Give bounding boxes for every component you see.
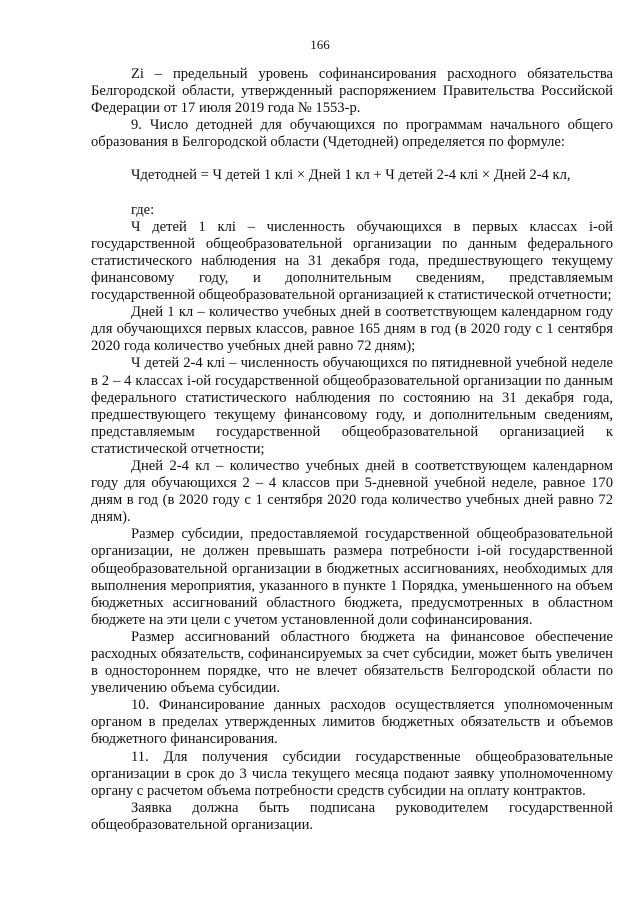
paragraph-where: где: (131, 201, 155, 218)
paragraph-children-grade2-4-definition: Ч детей 2-4 клi – численность обучающихся по пятидневной учебной неделе в 2 – 4 классах i-ой государственной общеобразовательной организации по данным федерального статистического наблюдения по состоянию на 31 декабря года, предшествующего текущему финансовому году, и дополнительным сведениям, представляемым государственной общеобразовательной организацией к статистической отчетности; (91, 355, 613, 457)
paragraph-zi-definition: Zi – предельный уровень софинансирования расходного обязательства Белгородской области, утвержденный распоряжением Правительства Российской Федерации от 17 июля 2019 года № 1553-р. (91, 66, 613, 117)
paragraph-appropriations-size: Размер ассигнований областного бюджета на финансовое обеспечение расходных обязательств, софинансируемых за счет субсидии, может быть увеличен в одностороннем порядке, что не влечет обязательств Белгородской области по увеличению объема субсидии. (91, 628, 613, 697)
paragraph-children-grade1-definition: Ч детей 1 клi – численность обучающихся в первых классах i-ой государственной общеобразовательной организации по данным федерального статистического наблюдения на 31 декабря года, предшествующего текущему финансовому году, и дополнительным сведениям, представляемым государственной общеобразовательной организацией к статистической отчетности; (91, 218, 613, 304)
paragraph-application-signature: Заявка должна быть подписана руководителем государственной общеобразовательной организации. (91, 799, 613, 833)
document-body (91, 66, 613, 834)
page-number: 166 (310, 37, 330, 52)
paragraph-days-grade1-definition: Дней 1 кл – количество учебных дней в соответствующем календарном году для обучающихся первых классов, равное 165 дням в год (в 2020 году с 1 сентября 2020 года количество учебных дней равно 72 дням); (91, 304, 613, 355)
paragraph-item-11: 11. Для получения субсидии государственные общеобразовательные организации в срок до 3 числа текущего месяца подают заявку уполномоченному органу с расчетом объема потребности средств субсидии на оплату контрактов. (91, 748, 613, 799)
paragraph-item-10: 10. Финансирование данных расходов осуществляется уполномоченным органом в пределах утвержденных лимитов бюджетных обязательств и объемов бюджетного финансирования. (91, 697, 613, 748)
paragraph-item-9: 9. Число детодней для обучающихся по программам начального общего образования в Белгородской области (Чдетодней) определяется по формуле: (91, 117, 613, 151)
formula-child-days: Чдетодней = Ч детей 1 клi × Дней 1 кл + Ч детей 2-4 клi × Дней 2-4 кл, (131, 167, 571, 184)
paragraph-days-grade2-4-definition: Дней 2-4 кл – количество учебных дней в соответствующем календарном году для обучающихся 2 – 4 классов при 5-дневной учебной неделе, равное 170 дням в год (в 2020 году с 1 сентября 2020 года количество учебных дней равно 72 дням). (91, 457, 613, 526)
paragraph-subsidy-size: Размер субсидии, предоставляемой государственной общеобразовательной организации, не должен превышать размера потребности i-ой государственной общеобразовательной организации в бюджетных ассигнованиях, необходимых для выполнения мероприятия, указанного в пункте 1 Порядка, уменьшенного на объем бюджетных ассигнований областного бюджета, предусмотренных в областном бюджете на эти цели с учетом установленной доли софинансирования. (91, 526, 613, 628)
